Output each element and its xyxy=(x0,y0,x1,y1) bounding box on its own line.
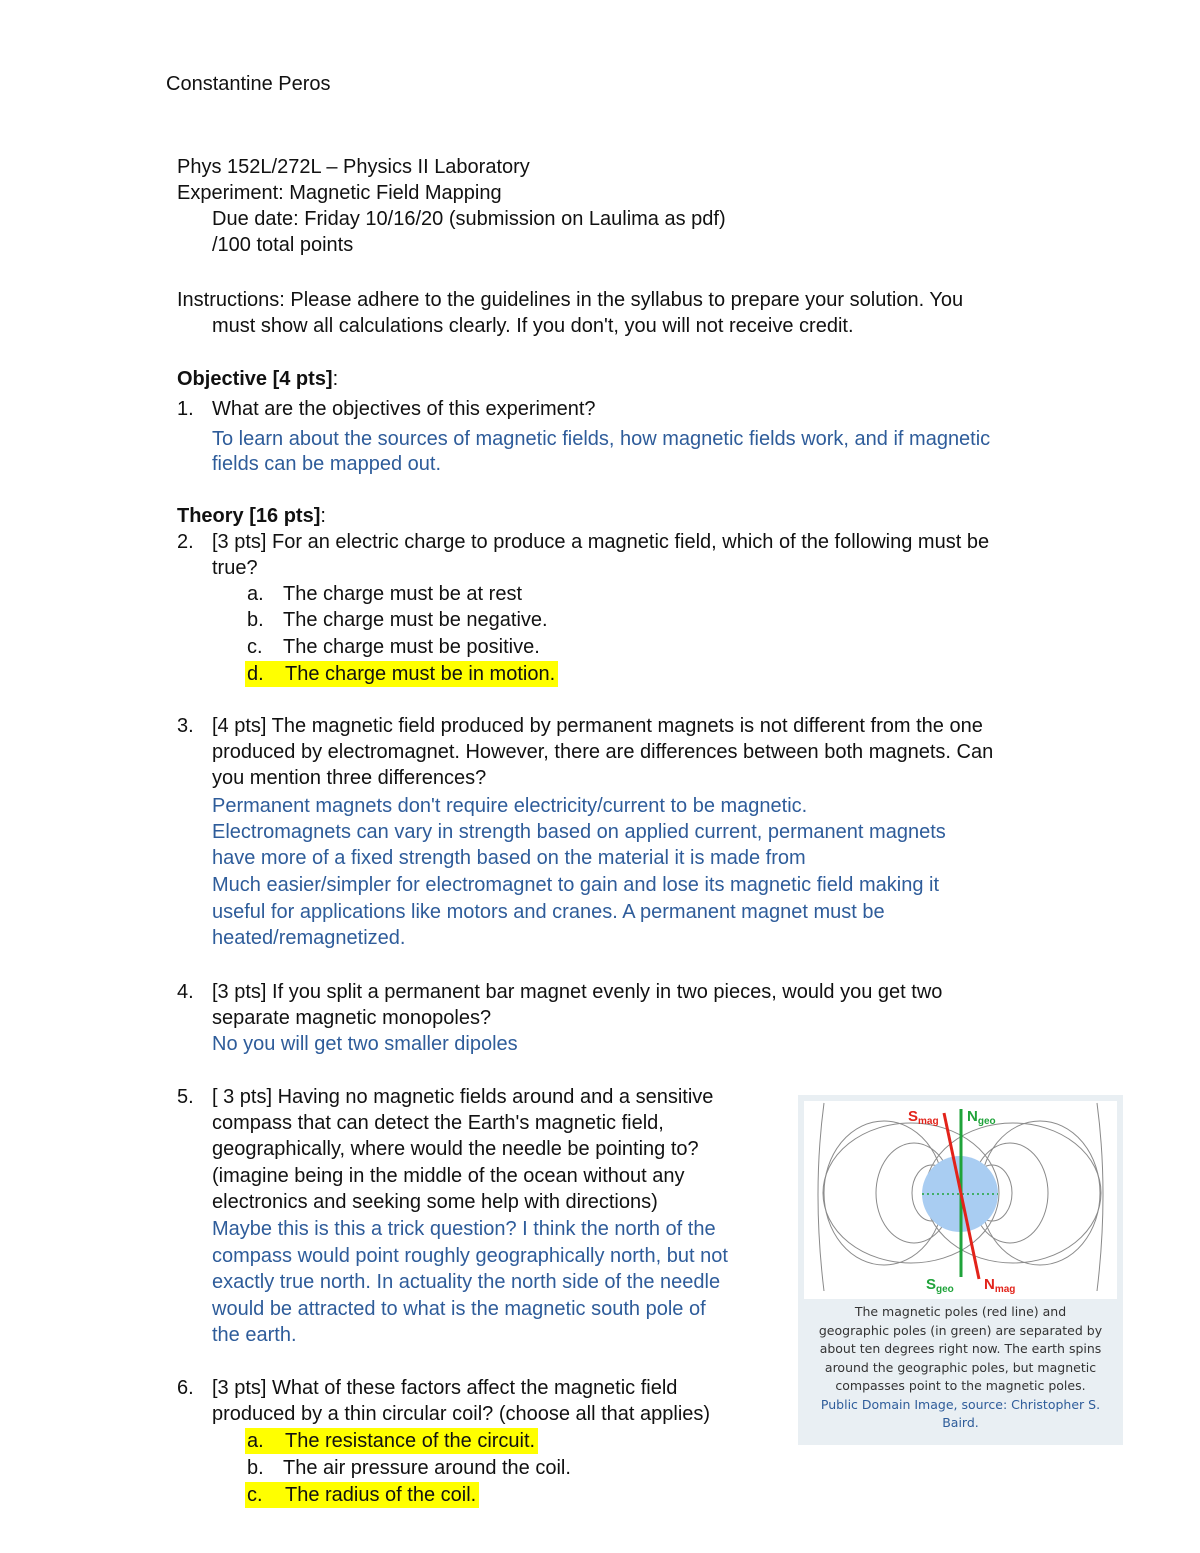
question-4-line-1: [3 pts] If you split a permanent bar magnet evenly in two pieces, would you get two xyxy=(212,981,943,1003)
theory-heading-suffix: : xyxy=(320,505,326,527)
answer-4: No you will get two smaller dipoles xyxy=(212,1033,518,1055)
option-letter: d. xyxy=(247,663,264,685)
course-title: Phys 152L/272L – Physics II Laboratory xyxy=(177,156,530,178)
image-credit: Public Domain Image, source: Christopher S. xyxy=(820,1396,1101,1412)
answer-3-line: Much easier/simpler for electromagnet to gain and lose its magnetic field making it xyxy=(212,874,940,896)
answer-1-line-2: fields can be mapped out. xyxy=(212,453,442,475)
answer-5-line: compass would point roughly geographically north, but not xyxy=(212,1245,728,1267)
objective-heading xyxy=(177,366,338,392)
question-3-line-1: [4 pts] The magnetic field produced by permanent magnets is not different from the one xyxy=(212,715,983,737)
question-2-line-2: true? xyxy=(212,557,258,579)
earth-field-diagram xyxy=(804,1101,1117,1299)
question-number: 2. xyxy=(177,531,194,553)
total-points: /100 total points xyxy=(212,234,354,256)
answer-3-line: useful for applications like motors and cranes. A permanent magnet must be xyxy=(212,901,885,923)
option-letter: b. xyxy=(247,1457,264,1479)
experiment-title: Experiment: Magnetic Field Mapping xyxy=(177,182,502,204)
answer-5-line: exactly true north. In actuality the north side of the needle xyxy=(212,1271,721,1293)
caption-line: compasses point to the magnetic poles. xyxy=(835,1378,1086,1393)
question-number: 4. xyxy=(177,981,194,1003)
instructions-line-2: must show all calculations clearly. If you don't, you will not receive credit. xyxy=(212,315,854,337)
highlighted-option xyxy=(245,1482,479,1508)
question-number: 6. xyxy=(177,1377,194,1399)
caption-line: The magnetic poles (red line) and xyxy=(854,1304,1067,1319)
option-text: The radius of the coil. xyxy=(285,1484,477,1506)
objective-heading-suffix: : xyxy=(332,368,339,390)
answer-1-line-1: To learn about the sources of magnetic fields, how magnetic fields work, and if magnetic xyxy=(212,428,991,450)
option-letter: b. xyxy=(247,609,264,631)
theory-heading xyxy=(177,503,326,529)
answer-5-line: the earth. xyxy=(212,1324,297,1346)
option-letter: c. xyxy=(247,636,263,658)
option-letter: c. xyxy=(247,1484,263,1506)
question-5-line: geographically, where would the needle be pointing to? xyxy=(212,1138,699,1160)
question-2-line-1: [3 pts] For an electric charge to produce a magnetic field, which of the following must be xyxy=(212,531,990,553)
question-number: 1. xyxy=(177,398,194,420)
question-5-line: electronics and seeking some help with directions) xyxy=(212,1191,658,1213)
question-number: 3. xyxy=(177,715,194,737)
s-mag-label: $S_{mag}$ xyxy=(908,1108,939,1127)
option-text: The resistance of the circuit. xyxy=(285,1430,536,1452)
theory-heading-text: Theory [16 pts] xyxy=(177,505,321,527)
question-5-line: compass that can detect the Earth's magnetic field, xyxy=(212,1112,664,1134)
option-text: The charge must be negative. xyxy=(283,609,548,631)
n-mag-label: $N_{mag}$ xyxy=(984,1276,1016,1295)
answer-3-line: Electromagnets can vary in strength based on applied current, permanent magnets xyxy=(212,821,946,843)
option-letter: a. xyxy=(247,1430,264,1452)
option-text: The charge must be in motion. xyxy=(285,663,556,685)
question-number: 5. xyxy=(177,1086,194,1108)
instructions-line-1: Instructions: Please adhere to the guidelines in the syllabus to prepare your solution. You xyxy=(177,289,964,311)
option-text: The air pressure around the coil. xyxy=(283,1457,571,1479)
due-date: Due date: Friday 10/16/20 (submission on Laulima as pdf) xyxy=(212,208,726,230)
highlighted-option xyxy=(245,1428,538,1454)
caption-line: about ten degrees right now. The earth spins xyxy=(819,1341,1102,1356)
option-letter: a. xyxy=(247,583,264,605)
answer-5-line: Maybe this is this a trick question? I think the north of the xyxy=(212,1218,716,1240)
image-credit: Baird. xyxy=(942,1415,979,1430)
question-3-line-3: you mention three differences? xyxy=(212,767,487,789)
question-1: What are the objectives of this experiment? xyxy=(212,398,596,420)
answer-3-line: Permanent magnets don't require electricity/current to be magnetic. xyxy=(212,795,808,817)
answer-3-line: have more of a fixed strength based on the material it is made from xyxy=(212,847,806,869)
question-6-line-1: [3 pts] What of these factors affect the magnetic field xyxy=(212,1377,678,1399)
option-text: The charge must be at rest xyxy=(283,583,523,605)
n-geo-label: $N_{geo}$ xyxy=(967,1108,996,1127)
objective-heading-text: Objective [4 pts] xyxy=(177,368,333,390)
answer-3-line: heated/remagnetized. xyxy=(212,927,406,949)
question-4-line-2: separate magnetic monopoles? xyxy=(212,1007,492,1029)
caption-line: geographic poles (in green) are separated by xyxy=(818,1322,1103,1338)
caption-line: around the geographic poles, but magnetic xyxy=(824,1359,1097,1375)
question-5-line: [ 3 pts] Having no magnetic fields around and a sensitive xyxy=(212,1086,714,1108)
figure-caption xyxy=(806,1303,1115,1433)
s-geo-label: $S_{geo}$ xyxy=(926,1276,954,1295)
question-6-line-2: produced by a thin circular coil? (choose all that applies) xyxy=(212,1403,711,1425)
author-name: Constantine Peros xyxy=(166,73,331,95)
question-5-line: (imagine being in the middle of the ocean without any xyxy=(212,1165,685,1187)
option-text: The charge must be positive. xyxy=(283,636,540,658)
question-3-line-2: produced by electromagnet. However, there are differences between both magnets. Can xyxy=(212,741,994,763)
magnetic-field-figure xyxy=(798,1095,1123,1445)
highlighted-option xyxy=(245,661,558,687)
answer-5-line: would be attracted to what is the magnetic south pole of xyxy=(212,1298,706,1320)
